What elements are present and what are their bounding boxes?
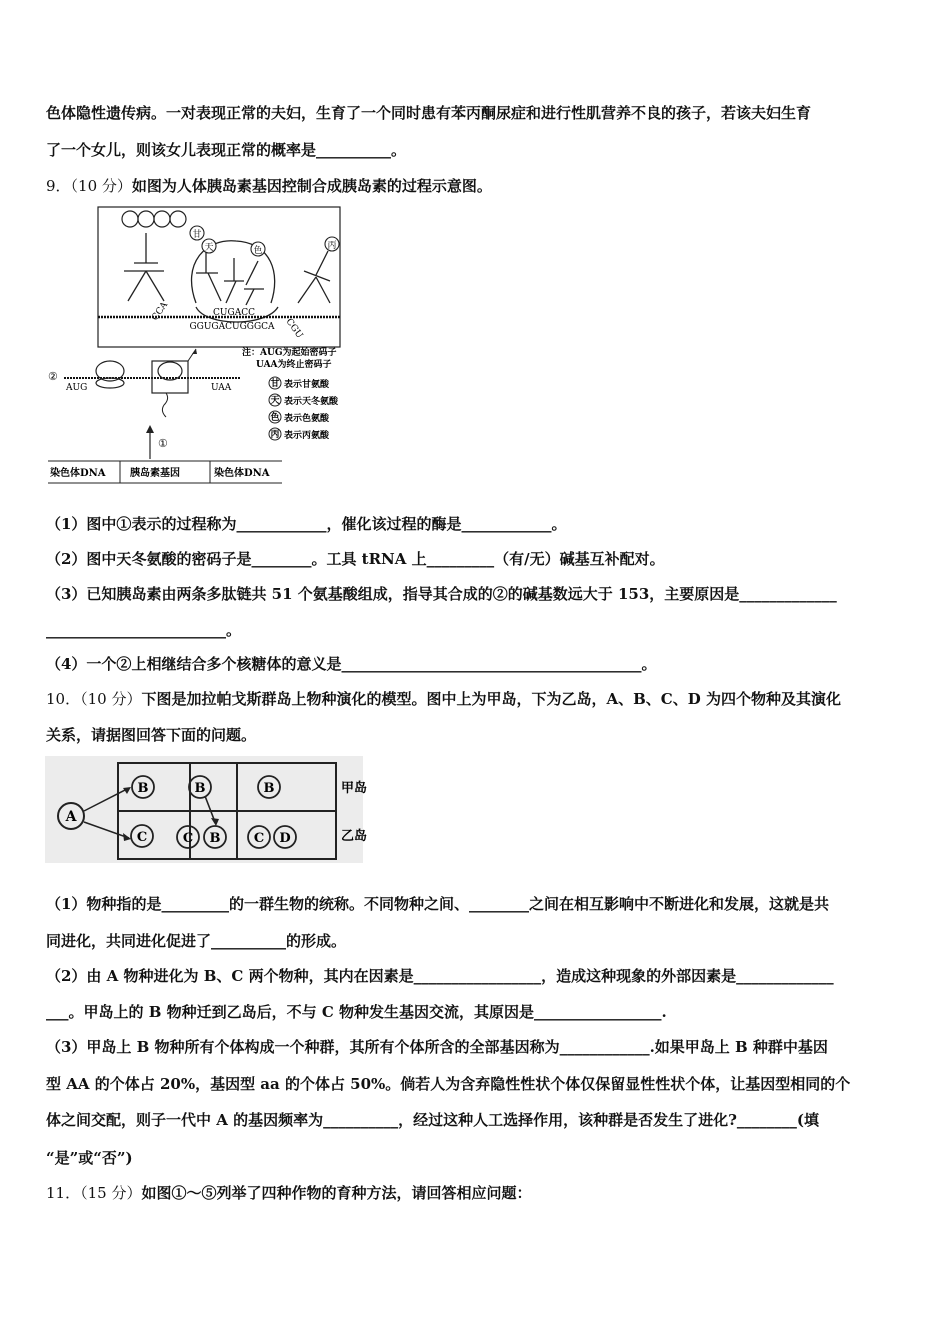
aug-label: AUG <box>66 383 88 393</box>
q11-stem: 如图①～⑤列举了四种作物的育种方法，请回答相应问题： <box>141 1184 532 1202</box>
anticodon-left: CCA <box>150 300 171 323</box>
legend-se: 表示色氨酸 <box>284 414 330 424</box>
species-a: A <box>65 809 77 825</box>
b-top-2-label: B <box>194 781 206 796</box>
legend-bing: 表示丙氨酸 <box>284 431 330 441</box>
anticodon-pair: CUGACC <box>213 308 255 318</box>
q10-sub3b: 型 AA 的个体占 20%，基因型 aa 的个体占 50%。倘若人为含弃隐性性状个体仅保留显性性状个体，让基因型相同的个 <box>46 1075 851 1093</box>
legend-tian-symbol: 天 <box>270 396 280 406</box>
q11-number: 11．（15 分） <box>46 1184 142 1202</box>
island-evolution-figure <box>45 756 368 863</box>
zoom-pointer-head <box>192 349 197 354</box>
intro-line-2: 了一个女儿，则该女儿表现正常的概率是__________。 <box>46 141 407 159</box>
c-bottom-3-label: C <box>253 831 265 846</box>
insulin-gene-figure <box>46 203 386 487</box>
mrna-sequence: GGUGACUGGGCA <box>189 322 275 332</box>
dna-right: 染色体DNA <box>214 468 270 479</box>
c-bottom-1-label: C <box>136 830 148 845</box>
trna-right <box>298 251 330 303</box>
q9-sub4: （4）一个②上相继结合多个核糖体的意义是________________________________________。 <box>46 655 657 673</box>
peptide-tail <box>162 393 167 417</box>
figure-background <box>45 756 363 863</box>
amino-legend <box>269 377 339 441</box>
legend-bing-symbol: 丙 <box>270 430 280 440</box>
q10-sub3d: “是”或“否”) <box>46 1149 133 1167</box>
q10-stem-line <box>46 689 841 709</box>
c-bottom-2-label: C <box>182 831 194 846</box>
legend-se-symbol: 色 <box>270 413 280 423</box>
label-2: ② <box>48 370 58 383</box>
d-bottom-label: D <box>279 831 291 846</box>
q10-sub2b: ___。甲岛上的 B 物种迁到乙岛后，不与 C 物种发生基因交流，其原因是_________________. <box>46 1003 667 1021</box>
q10-number: 10．（10 分） <box>46 690 142 708</box>
island-bottom-label: 乙岛 <box>341 829 368 844</box>
amino-tian-label: 天 <box>204 243 214 253</box>
q10-sub2a: （2）由 A 物种进化为 B、C 两个物种，其内在因素是_________________，造成这种现象的外部因素是_____________ <box>46 967 834 985</box>
island-top-label: 甲岛 <box>341 781 368 796</box>
q10-stem2: 关系，请据图回答下面的问题。 <box>46 726 257 744</box>
q11-stem-line <box>46 1183 531 1203</box>
q10-sub1a: （1）物种指的是_________的一群生物的统称。不同物种之间、________之间在相互影响中不断进化和发展，这就是共 <box>46 895 829 913</box>
dna-mid: 胰岛素基因 <box>130 468 180 479</box>
intro-line-1: 色体隐性遗传病。一对表现正常的夫妇，生育了一个同时患有苯丙酮尿症和进行性肌营养不良的孩子，若该夫妇生育 <box>46 104 812 122</box>
legend-gan: 表示甘氨酸 <box>284 380 330 390</box>
anticodon-right: CGU <box>283 316 305 341</box>
trna-middle <box>196 251 264 305</box>
q10-stem1: 下图是加拉帕戈斯群岛上物种演化的模型。图中上为甲岛，下为乙岛，A、B、C、D 为四个物种及其演化 <box>141 690 841 708</box>
note-1: 注：AUG为起始密码子 <box>242 348 337 358</box>
trna-left <box>124 233 164 301</box>
q9-stem: 如图为人体胰岛素基因控制合成胰岛素的过程示意图。 <box>131 177 492 195</box>
dna-left: 染色体DNA <box>50 468 106 479</box>
label-1: ① <box>158 437 168 450</box>
b-top-3-label: B <box>263 781 275 796</box>
amino-bing-label: 丙 <box>327 241 337 251</box>
b-top-1-label: B <box>137 781 149 796</box>
uaa-label: UAA <box>211 383 232 393</box>
q9-sub2: （2）图中天冬氨酸的密码子是________。工具 tRNA 上_________（有/无）碱基互补配对。 <box>46 550 665 568</box>
q9-sub1: （1）图中①表示的过程称为____________，催化该过程的酶是____________。 <box>46 515 567 533</box>
q9-number: 9．（10 分） <box>46 177 132 195</box>
q9-sub3a: （3）已知胰岛素由两条多肽链共 51 个氨基酸组成，指导其合成的②的碱基数远大于 153，主要原因是_____________ <box>46 585 837 603</box>
ribosome-lower-1-small <box>96 378 124 388</box>
legend-tian: 表示天冬氨酸 <box>284 397 339 407</box>
q9-stem-line <box>46 176 492 196</box>
transcription-arrow-head <box>146 425 154 433</box>
amino-gan-label: 甘 <box>192 230 202 240</box>
q10-sub1b: 同进化，共同进化促进了__________的形成。 <box>46 932 347 950</box>
q9-sub3b: ________________________。 <box>46 621 242 639</box>
q10-sub3a: （3）甲岛上 B 物种所有个体构成一个种群，其所有个体所含的全部基因称为____________.如果甲岛上 B 种群中基因 <box>46 1038 828 1056</box>
b-bottom-label: B <box>209 831 221 846</box>
note-2: UAA为终止密码子 <box>256 360 332 370</box>
q10-sub3c: 体之间交配，则子一代中 A 的基因频率为__________，经过这种人工选择作用，该种群是否发生了进化?________(填 <box>46 1111 819 1129</box>
legend-gan-symbol: 甘 <box>270 379 280 389</box>
amino-se-label: 色 <box>253 246 263 256</box>
peptide-chain <box>122 211 186 227</box>
